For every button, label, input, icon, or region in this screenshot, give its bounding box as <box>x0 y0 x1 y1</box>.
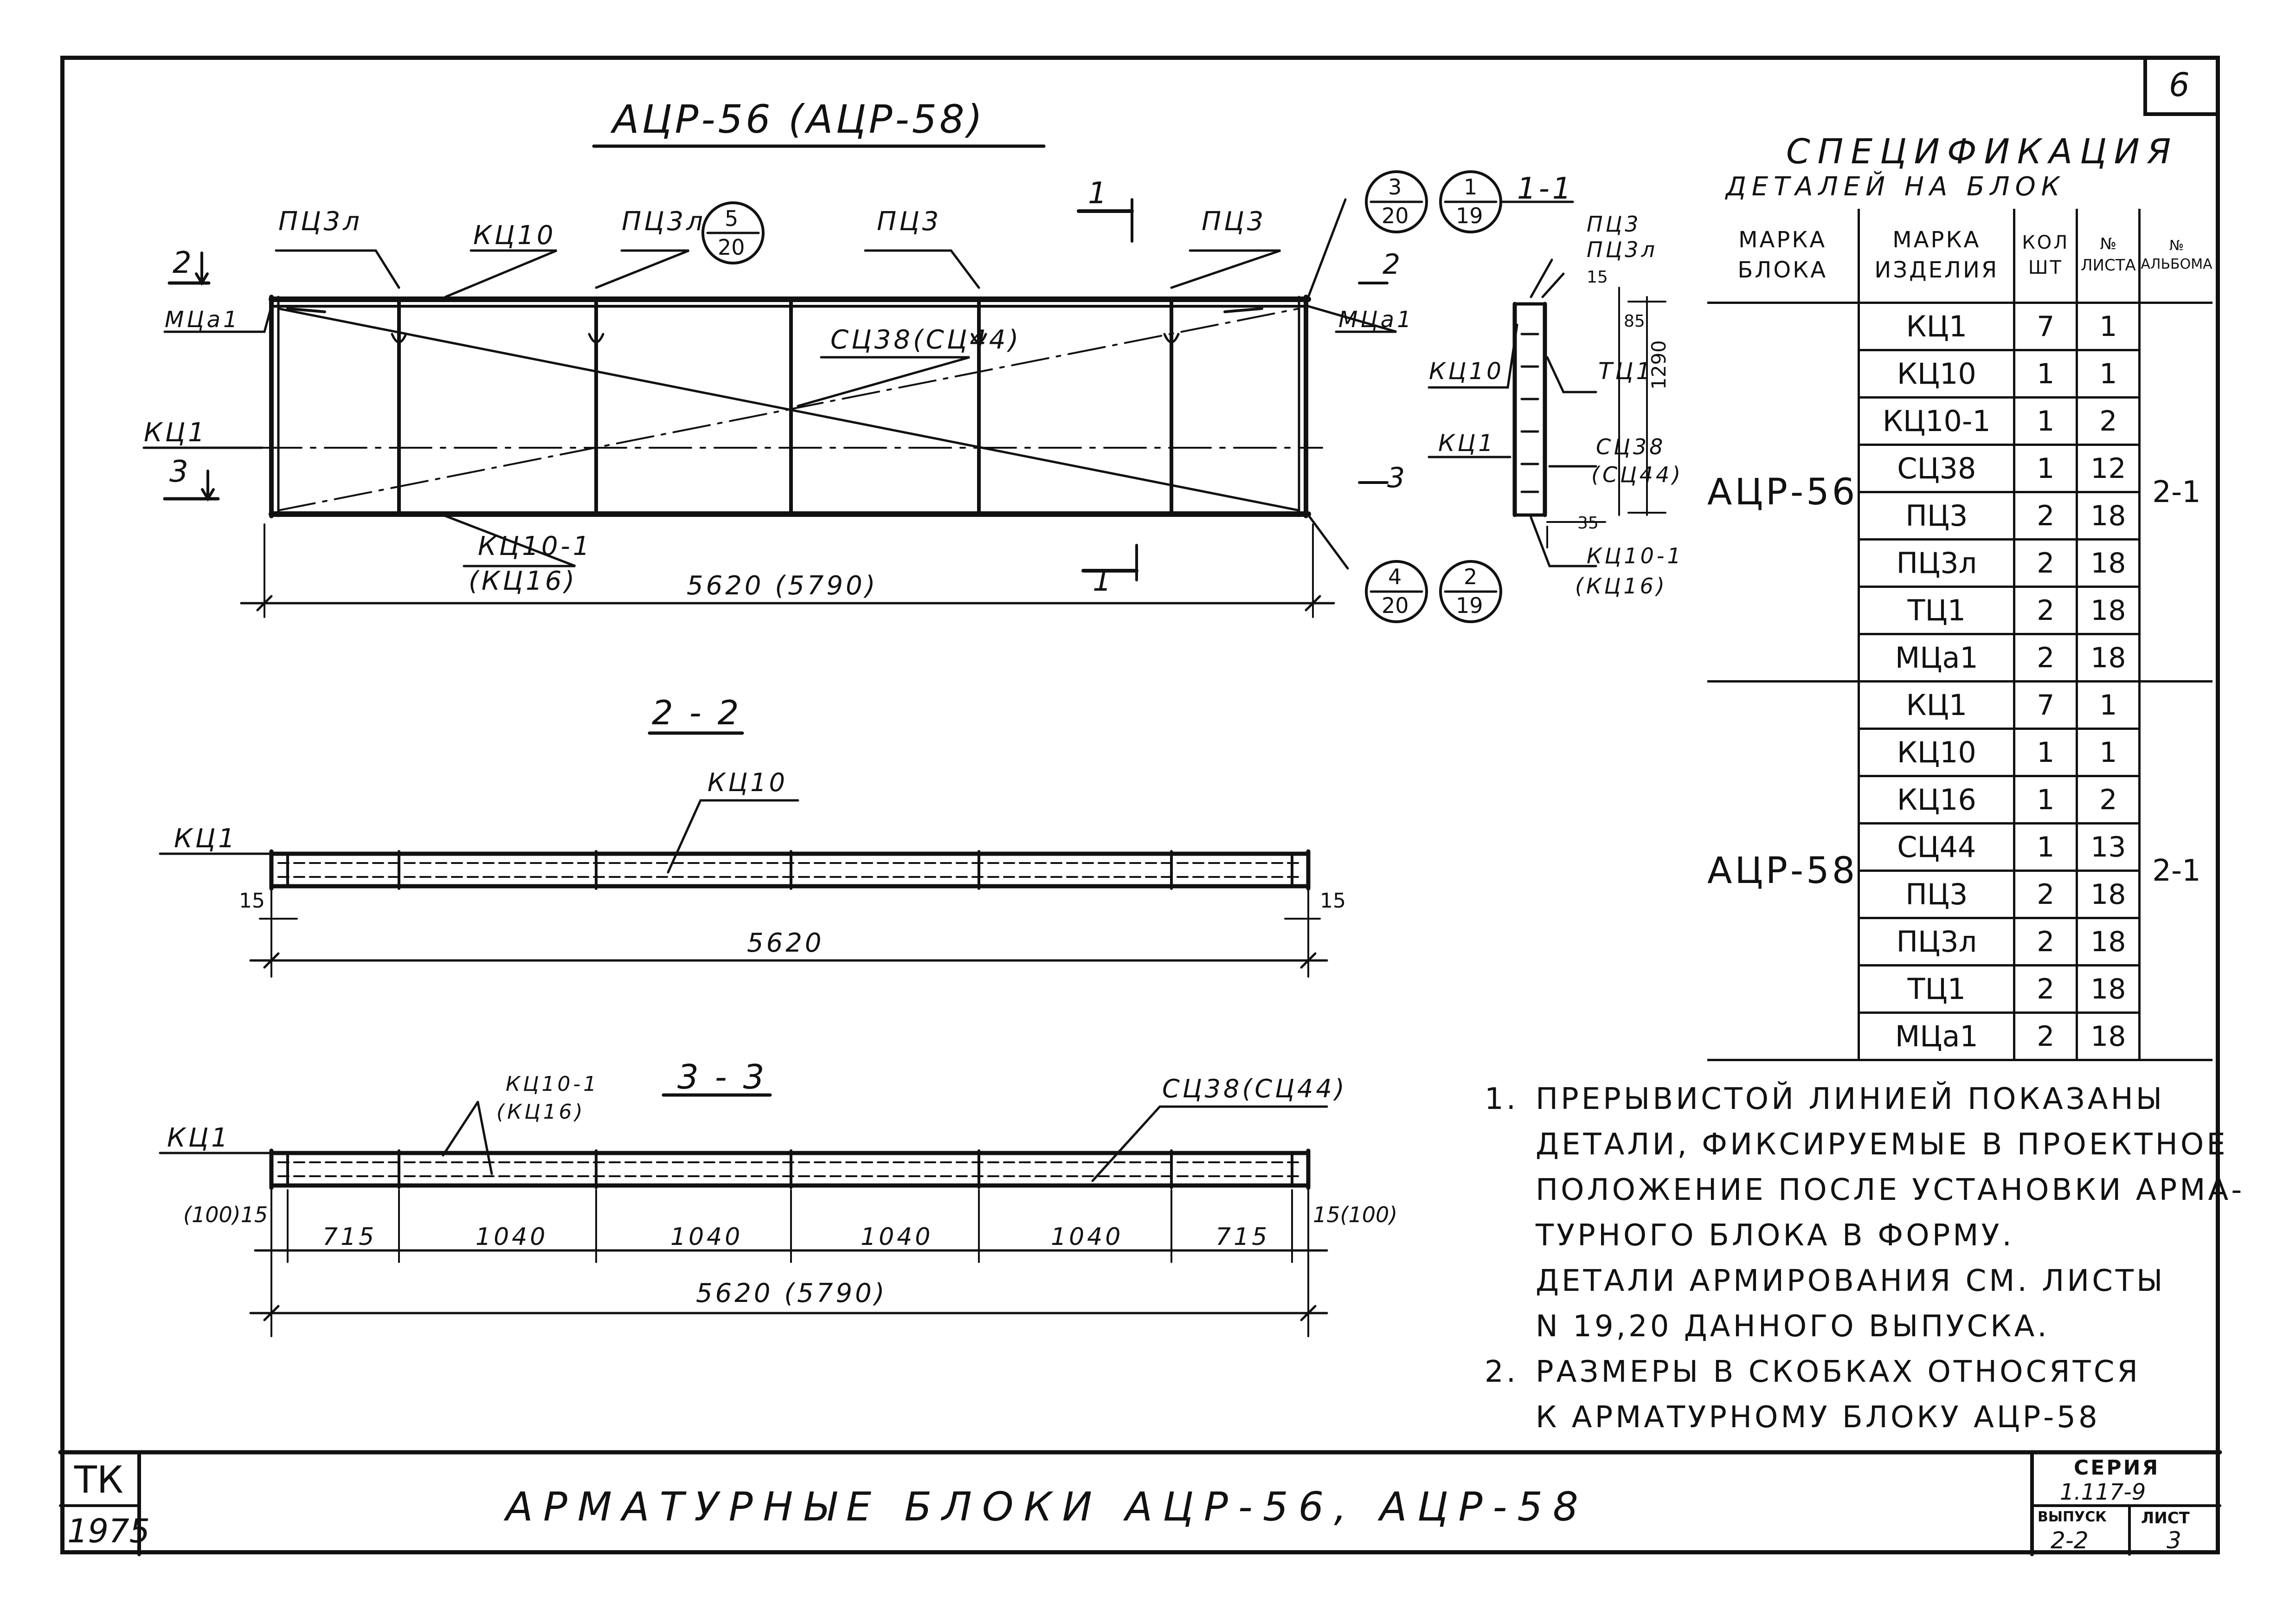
label-kts1-left: КЦ1 <box>144 418 207 448</box>
spec-item-mark: СЦ38 <box>1859 445 2014 492</box>
label-kts10-1: КЦ10-1 <box>478 531 592 561</box>
note-line <box>1485 1304 2245 1349</box>
callout-top-2-den: 19 <box>1456 203 1483 228</box>
label-kts16: (КЦ16) <box>469 566 578 596</box>
label-length-elevation: 5620 (5790) <box>687 571 878 601</box>
spec-row <box>1707 303 2212 350</box>
spec-item-mark: ПЦ3 <box>1859 492 2014 540</box>
label-sts38: СЦ38(СЦ44) <box>830 325 1022 355</box>
note-text: РАЗМЕРЫ В СКОБКАХ ОТНОСЯТСЯ <box>1536 1355 2141 1389</box>
title-block-issue-label: ВЫПУСК <box>2038 1509 2107 1525</box>
spec-qty: 2 <box>2014 540 2077 587</box>
s11-label-pts3l: ПЦ3л <box>1587 237 1658 262</box>
s33-length: 5620 (5790) <box>696 1278 888 1308</box>
sheet-number: 6 <box>2169 66 2190 104</box>
callout-mid-top: 5 <box>725 206 739 231</box>
title-block-sheet-label: ЛИСТ <box>2141 1509 2190 1527</box>
label-section-1-top: 1 <box>1088 176 1110 211</box>
note-number: 1. <box>1485 1082 1519 1116</box>
s33-span-6: 715 <box>1216 1223 1270 1251</box>
spec-item-mark: КЦ1 <box>1859 303 2014 350</box>
spec-qty: 7 <box>2014 682 2077 729</box>
label-section-1-bottom: 1 <box>1093 564 1114 598</box>
callout-bottom-1-den: 20 <box>1382 593 1409 618</box>
s33-label-kts16: (КЦ16) <box>496 1100 585 1124</box>
spec-album-number: 2-1 <box>2140 682 2212 1060</box>
spec-header-qty: КОЛ ШТ <box>2014 209 2077 303</box>
spec-qty: 7 <box>2014 303 2077 350</box>
spec-block-mark: АЦР-56 <box>1707 303 1859 682</box>
spec-item-mark: КЦ10 <box>1859 350 2014 398</box>
spec-qty: 2 <box>2014 492 2077 540</box>
spec-sheet-number: 18 <box>2077 966 2140 1013</box>
s33-span-5: 1040 <box>1051 1223 1124 1251</box>
spec-sheet-number: 18 <box>2077 540 2140 587</box>
s33-dim-right: 15(100) <box>1313 1202 1398 1227</box>
title-block-series-label: СЕРИЯ <box>2074 1456 2160 1480</box>
spec-album-number: 2-1 <box>2140 303 2212 682</box>
section-3-3-title: 3 - 3 <box>677 1057 767 1096</box>
label-pts3-right: ПЦ3 <box>1202 206 1267 237</box>
s22-label-kts10: КЦ10 <box>707 768 788 797</box>
callout-bottom-1-num: 4 <box>1388 564 1402 589</box>
note-line <box>1485 1122 2245 1167</box>
note-text: К АРМАТУРНОМУ БЛОКУ АЦР-58 <box>1536 1400 2100 1435</box>
spec-qty: 2 <box>2014 587 2077 634</box>
s33-span-3: 1040 <box>670 1223 743 1251</box>
spec-item-mark: КЦ10-1 <box>1859 398 2014 445</box>
s22-dim-left: 15 <box>239 889 265 913</box>
title-block-year: 1975 <box>67 1512 150 1550</box>
label-pts3l-mid: ПЦ3л <box>622 206 706 237</box>
s22-dim-right: 15 <box>1320 889 1346 913</box>
spec-item-mark: КЦ1 <box>1859 682 2014 729</box>
spec-title: СПЕЦИФИКАЦИЯ <box>1786 132 2179 172</box>
s33-span-4: 1040 <box>861 1223 933 1251</box>
spec-item-mark: МЦа1 <box>1859 634 2014 682</box>
spec-qty: 2 <box>2014 966 2077 1013</box>
note-number: 2. <box>1485 1355 1519 1389</box>
spec-header-sheet: № ЛИСТА <box>2077 209 2140 303</box>
section-2-2-title: 2 - 2 <box>652 693 742 732</box>
s11-label-kts1: КЦ1 <box>1438 430 1496 457</box>
spec-item-mark: ТЦ1 <box>1859 587 2014 634</box>
spec-item-mark: ПЦ3л <box>1859 540 2014 587</box>
spec-sheet-number: 18 <box>2077 587 2140 634</box>
title-block-issue-value: 2-2 <box>2051 1527 2089 1554</box>
spec-header-album: № АЛЬБОМА <box>2140 209 2212 303</box>
note-line <box>1485 1395 2245 1440</box>
spec-qty: 1 <box>2014 776 2077 824</box>
s11-label-sts44: (СЦ44) <box>1591 462 1684 487</box>
note-line <box>1485 1258 2245 1304</box>
note-line <box>1485 1213 2245 1258</box>
spec-sheet-number: 1 <box>2077 682 2140 729</box>
spec-item-mark: ПЦ3л <box>1859 918 2014 966</box>
callout-bottom-2-num: 2 <box>1464 564 1478 589</box>
spec-sheet-number: 12 <box>2077 445 2140 492</box>
callout-top-1-den: 20 <box>1382 203 1409 228</box>
s11-label-pts3: ПЦ3 <box>1587 212 1641 237</box>
title-block-sheet-value: 3 <box>2167 1527 2181 1554</box>
s11-dim-15: 15 <box>1587 268 1608 287</box>
spec-sheet-number: 13 <box>2077 824 2140 871</box>
spec-header-item: МАРКА ИЗДЕЛИЯ <box>1859 209 2014 303</box>
spec-qty: 1 <box>2014 729 2077 776</box>
spec-item-mark: КЦ10 <box>1859 729 2014 776</box>
note-text: ПОЛОЖЕНИЕ ПОСЛЕ УСТАНОВКИ АРМА- <box>1536 1173 2245 1207</box>
notes <box>1485 1076 2245 1440</box>
main-title: АЦР-56 (АЦР-58) <box>612 97 985 142</box>
callout-top-1-num: 3 <box>1388 174 1402 200</box>
label-pts3-mid: ПЦ3 <box>877 206 942 237</box>
spec-sheet-number: 18 <box>2077 871 2140 918</box>
note-text: ДЕТАЛИ АРМИРОВАНИЯ СМ. ЛИСТЫ <box>1536 1264 2166 1298</box>
spec-sheet-number: 1 <box>2077 350 2140 398</box>
label-mtsa1-left: МЦа1 <box>165 307 240 333</box>
s11-label-kts10: КЦ10 <box>1429 358 1504 385</box>
s11-dim-35: 35 <box>1577 514 1599 533</box>
spec-qty: 1 <box>2014 824 2077 871</box>
spec-qty: 1 <box>2014 445 2077 492</box>
spec-item-mark: СЦ44 <box>1859 824 2014 871</box>
note-text: N 19,20 ДАННОГО ВЫПУСКА. <box>1536 1309 2050 1344</box>
spec-qty: 2 <box>2014 1013 2077 1060</box>
note-text: ПРЕРЫВИСТОЙ ЛИНИЕЙ ПОКАЗАНЫ <box>1536 1082 2165 1116</box>
callout-bottom-2-den: 19 <box>1456 593 1483 618</box>
label-section-2-left: 2 <box>173 246 194 280</box>
callout-mid-bottom: 20 <box>718 235 745 260</box>
spec-qty: 2 <box>2014 871 2077 918</box>
note-line <box>1485 1349 2245 1395</box>
note-line <box>1485 1167 2245 1213</box>
s11-dim-1290: 1290 <box>1647 340 1670 390</box>
spec-sheet-number: 18 <box>2077 492 2140 540</box>
spec-qty: 1 <box>2014 350 2077 398</box>
s33-label-kts10-1: КЦ10-1 <box>506 1072 599 1096</box>
s11-label-kts16: (КЦ16) <box>1575 573 1667 599</box>
spec-block-mark: АЦР-58 <box>1707 682 1859 1060</box>
title-block-org: ТК <box>74 1458 123 1501</box>
note-text: ТУРНОГО БЛОКА В ФОРМУ. <box>1536 1218 2014 1253</box>
spec-sheet-number: 18 <box>2077 634 2140 682</box>
s22-length: 5620 <box>747 928 824 958</box>
s33-span-1: 715 <box>322 1223 377 1251</box>
s11-label-kts10-1: КЦ10-1 <box>1587 543 1684 568</box>
s33-span-2: 1040 <box>476 1223 548 1251</box>
spec-item-mark: МЦа1 <box>1859 1013 2014 1060</box>
spec-sheet-number: 2 <box>2077 776 2140 824</box>
label-section-3-right: 3 <box>1387 462 1408 494</box>
spec-subtitle: ДЕТАЛЕЙ НА БЛОК <box>1726 172 2065 202</box>
spec-sheet-number: 2 <box>2077 398 2140 445</box>
title-block-series-value: 1.117-9 <box>2060 1479 2146 1505</box>
s33-label-kts1: КЦ1 <box>167 1123 231 1153</box>
note-line <box>1485 1076 2245 1122</box>
s11-label-sts38: СЦ38 <box>1596 434 1666 459</box>
spec-item-mark: ПЦ3 <box>1859 871 2014 918</box>
section-1-1-title: 1-1 <box>1517 172 1574 206</box>
spec-qty: 2 <box>2014 918 2077 966</box>
title-block-title: АРМАТУРНЫЕ БЛОКИ АЦР-56, АЦР-58 <box>506 1484 1589 1530</box>
s11-label-tts1: ТЦ1 <box>1598 358 1654 385</box>
spec-qty: 2 <box>2014 634 2077 682</box>
spec-row <box>1707 682 2212 729</box>
spec-sheet-number: 18 <box>2077 918 2140 966</box>
callout-top-2-num: 1 <box>1464 174 1478 200</box>
spec-item-mark: ТЦ1 <box>1859 966 2014 1013</box>
spec-header-row <box>1707 209 2212 303</box>
label-section-3-left: 3 <box>169 455 191 489</box>
spec-sheet-number: 1 <box>2077 729 2140 776</box>
spec-sheet-number: 18 <box>2077 1013 2140 1060</box>
label-mtsa1-right: МЦа1 <box>1338 307 1414 333</box>
note-text: ДЕТАЛИ, ФИКСИРУЕМЫЕ В ПРОЕКТНОЕ <box>1536 1127 2228 1162</box>
label-kts10-top: КЦ10 <box>473 220 556 251</box>
s33-dim-left: (100)15 <box>183 1202 268 1227</box>
s11-dim-85: 85 <box>1624 312 1645 331</box>
label-section-2-right: 2 <box>1383 248 1403 281</box>
s33-label-sts38: СЦ38(СЦ44) <box>1162 1074 1347 1103</box>
spec-item-mark: КЦ16 <box>1859 776 2014 824</box>
spec-table <box>1707 209 2212 1061</box>
label-pts3l-left: ПЦ3л <box>278 206 363 237</box>
spec-sheet-number: 1 <box>2077 303 2140 350</box>
spec-header-block: МАРКА БЛОКА <box>1707 209 1859 303</box>
spec-qty: 1 <box>2014 398 2077 445</box>
s22-label-kts1: КЦ1 <box>174 824 238 854</box>
